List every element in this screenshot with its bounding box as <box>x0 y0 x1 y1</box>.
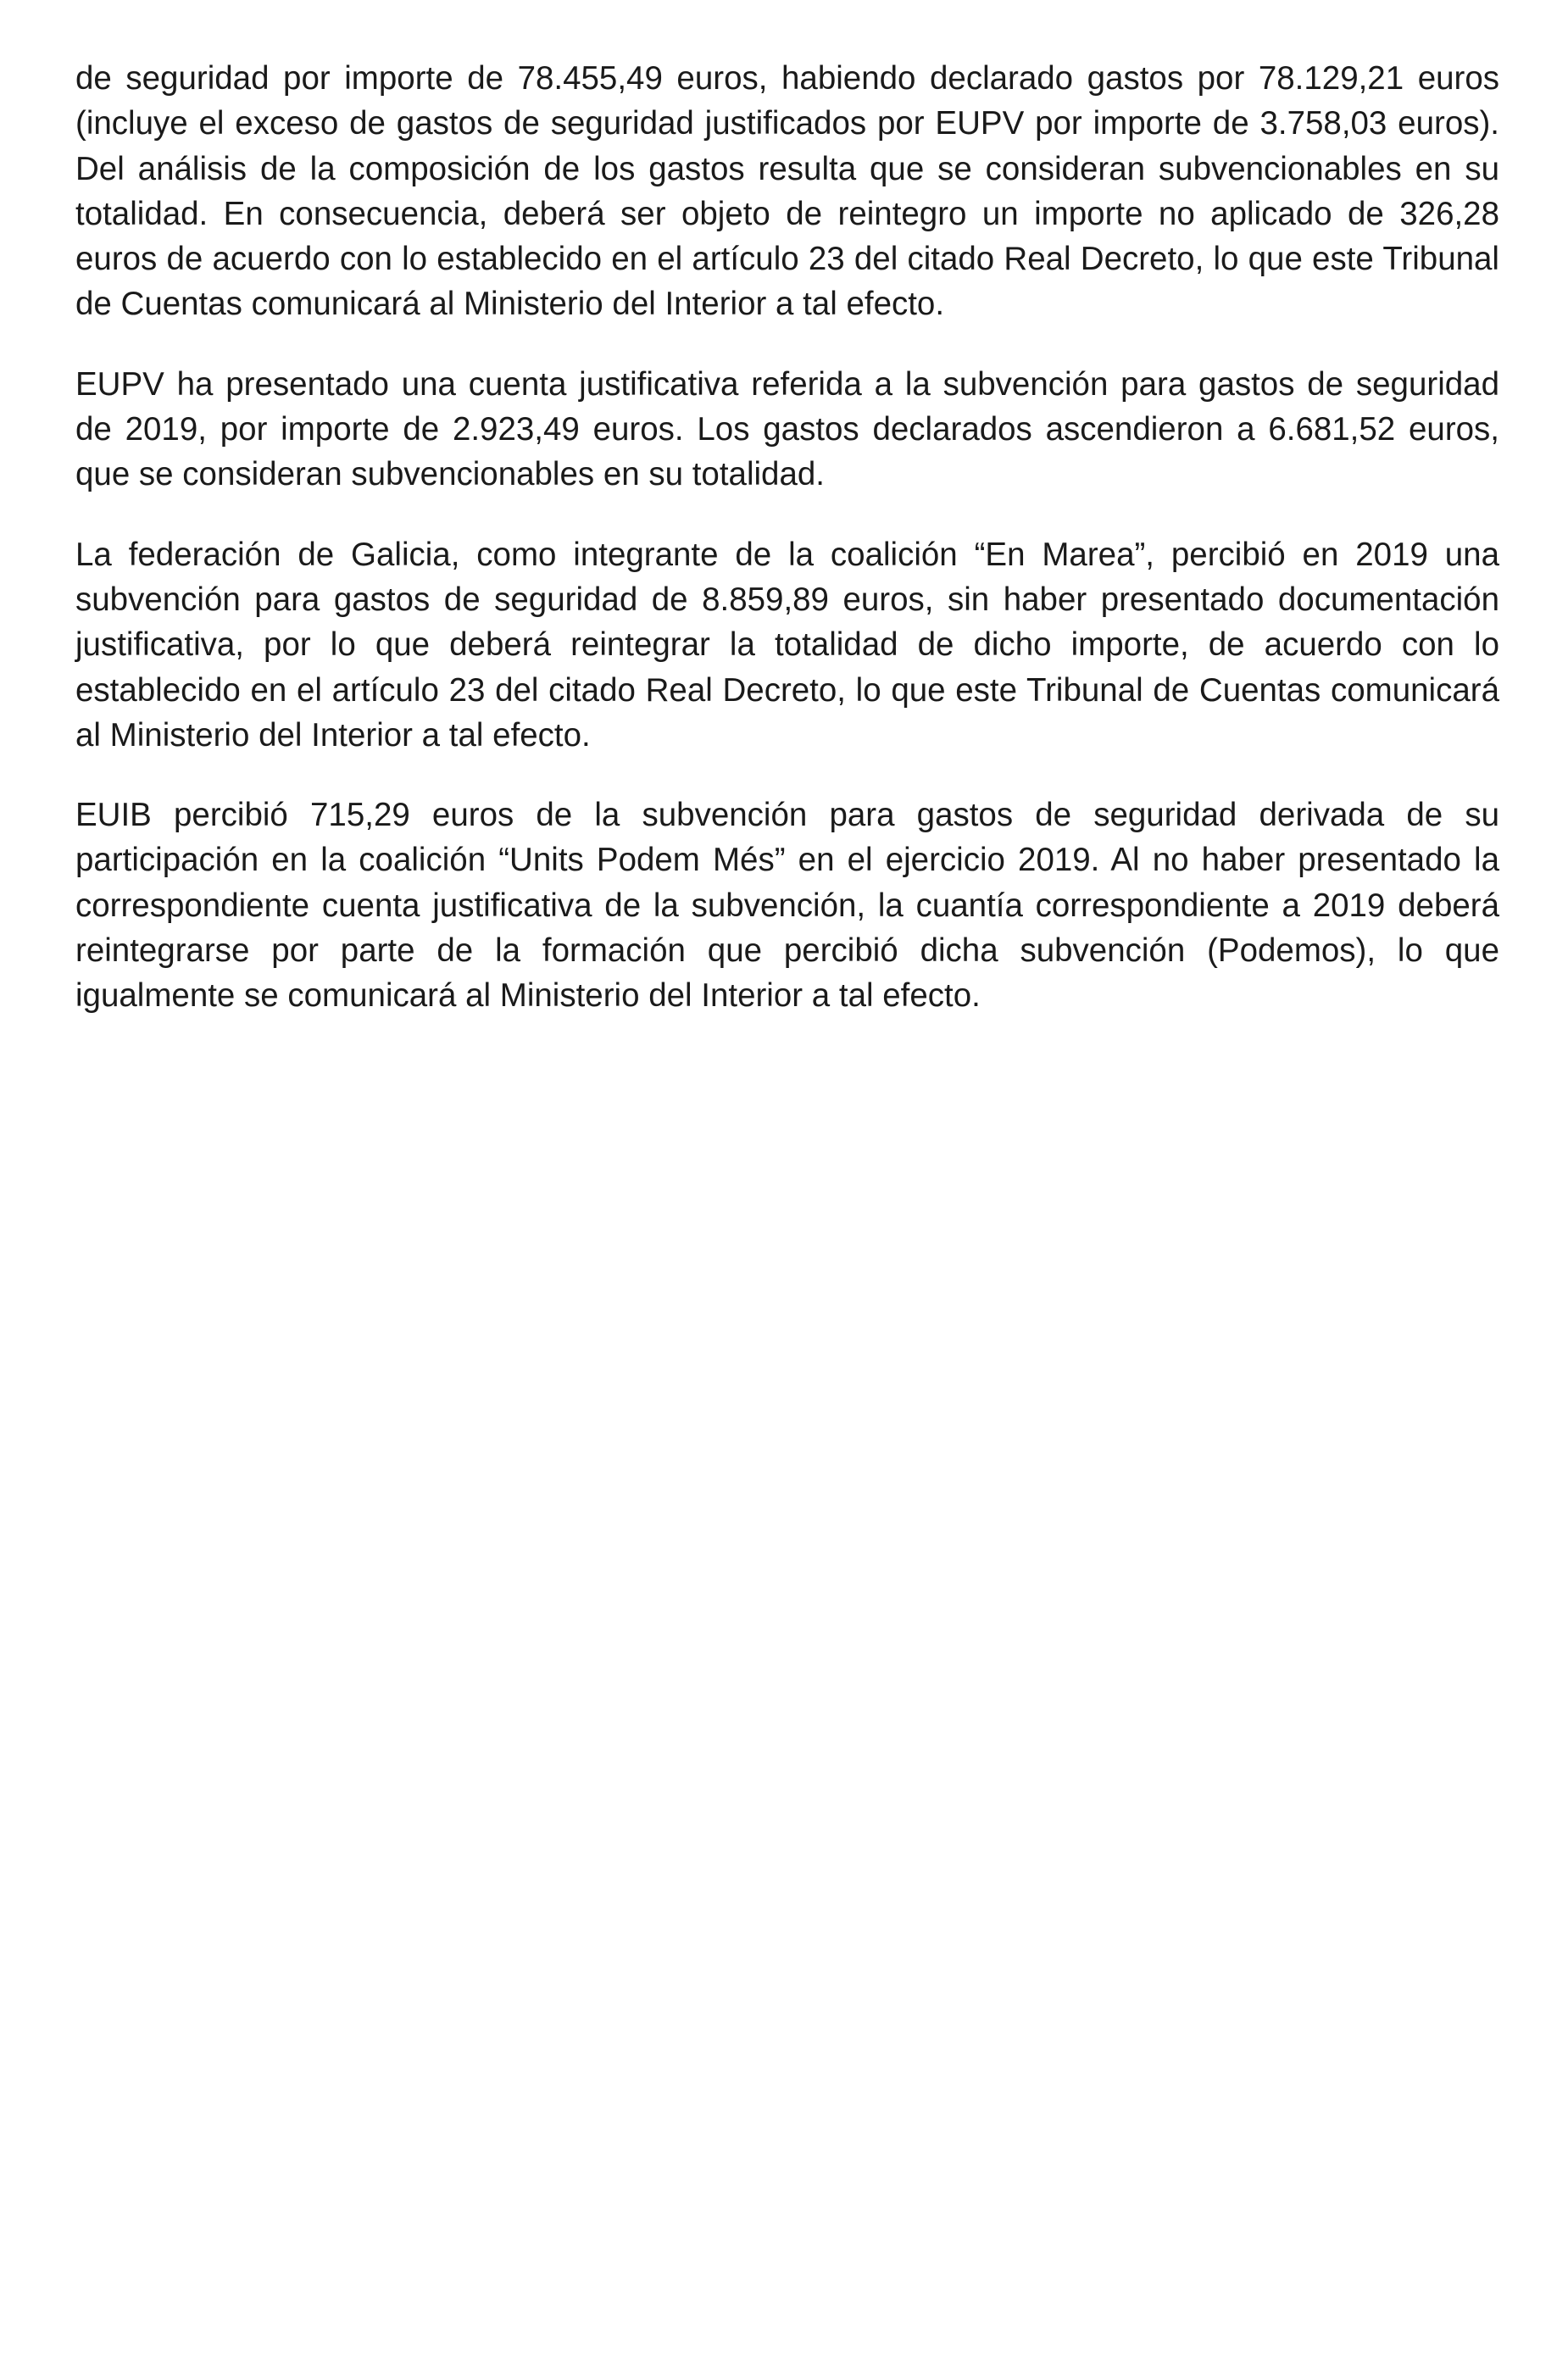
paragraph-eupv-justification: EUPV ha presentado una cuenta justificativa referida a la subvención para gastos de seguridad de 2019, por importe de 2.923,49 euros. Los gastos declarados ascendieron a 6.681,52 euros, que se consideran subvencionables en su totalidad. <box>75 365 1499 493</box>
paragraph-security-expenses-reimbursement: de seguridad por importe de 78.455,49 euros, habiendo declarado gastos por 78.129,21 euros (incluye el exceso de gastos de seguridad justificados por EUPV por importe de 3.758,03 euros). Del análisis de la composición de los gastos resulta que se consideran subvencionables en su totalidad. En consecuencia, deberá ser objeto de reintegro un importe no aplicado de 326,28 euros de acuerdo con lo establecido en el artículo 23 del citado Real Decreto, lo que este Tribunal de Cuentas comunicará al Ministerio del Interior a tal efecto. <box>75 60 1499 323</box>
paragraph-galicia-federation: La federación de Galicia, como integrante de la coalición “En Marea”, percibió en 2019 una subvención para gastos de seguridad de 8.859,89 euros, sin haber presentado documentación justificativa, por lo que deberá reintegrar la totalidad de dicho importe, de acuerdo con lo establecido en el artículo 23 del citado Real Decreto, lo que este Tribunal de Cuentas comunicará al Ministerio del Interior a tal efecto. <box>75 536 1499 754</box>
paragraph-euib-subsidy: EUIB percibió 715,29 euros de la subvención para gastos de seguridad derivada de su participación en la coalición “Units Podem Més” en el ejercicio 2019. Al no haber presentado la correspondiente cuenta justificativa de la subvención, la cuantía correspondiente a 2019 deberá reintegrarse por parte de la formación que percibió dicha subvención (Podemos), lo que igualmente se comunicará al Ministerio del Interior a tal efecto. <box>75 797 1499 1015</box>
document-body <box>75 56 1499 1054</box>
